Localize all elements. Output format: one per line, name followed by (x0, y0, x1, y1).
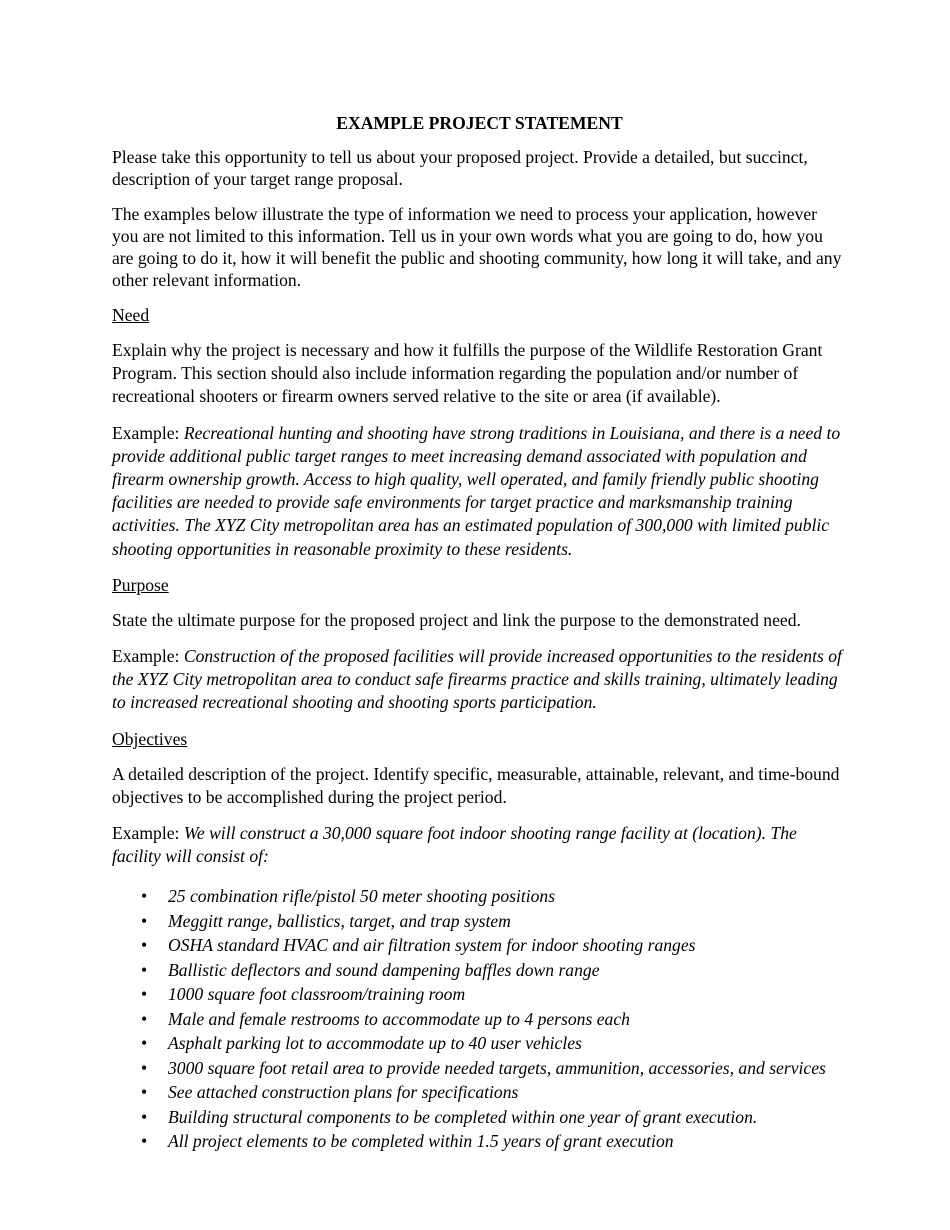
intro-paragraph-1: Please take this opportunity to tell us about your proposed project. Provide a detailed, but succinct, description of your target range proposal. (112, 147, 808, 189)
purpose-example-text: Construction of the proposed facilities will provide increased opportunities to the residents of the XYZ City metropolitan area to conduct safe firearms practice and skills training, ultimately leading to increased recreational shooting and shooting sports participation. (112, 646, 842, 713)
purpose-description: State the ultimate purpose for the proposed project and link the purpose to the demonstrated need. (112, 609, 801, 630)
bullet-icon: • (141, 1033, 148, 1054)
list-item: • Meggitt range, ballistics, target, and trap system (141, 910, 511, 931)
document-page (112, 112, 847, 1155)
list-item: • OSHA standard HVAC and air filtration system for indoor shooting ranges (141, 935, 696, 956)
bullet-icon: • (141, 910, 148, 931)
objectives-example-label: Example: (112, 823, 184, 844)
bullet-icon: • (141, 1106, 148, 1127)
need-example-text: Recreational hunting and shooting have strong traditions in Louisiana, and there is a need to provide additional public target ranges to meet increasing demand associated with population and firearm ownership growth. Access to high quality, well operated, and family friendly public shooting facilities are needed to provide safe environments for target practice and marksmanship training activities. The XYZ City metropolitan area has an estimated population of 300,000 with limited public shooting opportunities in reasonable proximity to these residents. (112, 422, 841, 559)
bullet-icon: • (141, 1008, 148, 1029)
need-example-label: Example: (112, 422, 184, 443)
bullet-icon: • (141, 1131, 148, 1152)
bullet-icon: • (141, 935, 148, 956)
list-item: • See attached construction plans for specifications (141, 1082, 519, 1103)
objectives-list (112, 885, 847, 1152)
purpose-heading: Purpose (112, 574, 169, 595)
bullet-icon: • (141, 984, 148, 1005)
need-heading: Need (112, 305, 150, 325)
bullet-icon: • (141, 1057, 148, 1078)
list-item: • 3000 square foot retail area to provide needed targets, ammunition, accessories, and services (141, 1057, 826, 1078)
document-title: EXAMPLE PROJECT STATEMENT (336, 113, 623, 133)
objectives-heading: Objectives (112, 728, 188, 749)
list-item: • Ballistic deflectors and sound dampening baffles down range (141, 959, 600, 980)
list-item: • Asphalt parking lot to accommodate up to 40 user vehicles (141, 1033, 582, 1054)
objectives-description: A detailed description of the project. Identify specific, measurable, attainable, relevant, and time-bound objectives to be accomplished during the project period. (112, 763, 840, 807)
need-description: Explain why the project is necessary and how it fulfills the purpose of the Wildlife Restoration Grant Program. This section should also include information regarding the population and/or number of recreational shooters or firearm owners served relative to the site or area (if available). (112, 340, 823, 407)
purpose-example (112, 645, 847, 715)
need-example (112, 422, 847, 561)
objectives-example (112, 822, 847, 868)
intro-paragraph-2: The examples below illustrate the type of information we need to process your application, however you are not limited to this information. Tell us in your own words what you are going to do, how you are going to do it, how it will benefit the public and shooting community, how long it will take, and any other relevant information. (112, 204, 842, 290)
list-item: • 1000 square foot classroom/training room (141, 984, 466, 1005)
list-item: • Male and female restrooms to accommodate up to 4 persons each (141, 1008, 630, 1029)
purpose-example-label: Example: (112, 646, 184, 667)
list-item: • 25 combination rifle/pistol 50 meter shooting positions (141, 886, 556, 907)
objectives-example-text: We will construct a 30,000 square foot indoor shooting range facility at (location). The facility will consist of: (112, 823, 797, 867)
list-item: • Building structural components to be completed within one year of grant execution. (141, 1106, 758, 1127)
bullet-icon: • (141, 886, 148, 907)
bullet-icon: • (141, 1082, 148, 1103)
bullet-icon: • (141, 959, 148, 980)
list-item: • All project elements to be completed within 1.5 years of grant execution (141, 1131, 674, 1152)
